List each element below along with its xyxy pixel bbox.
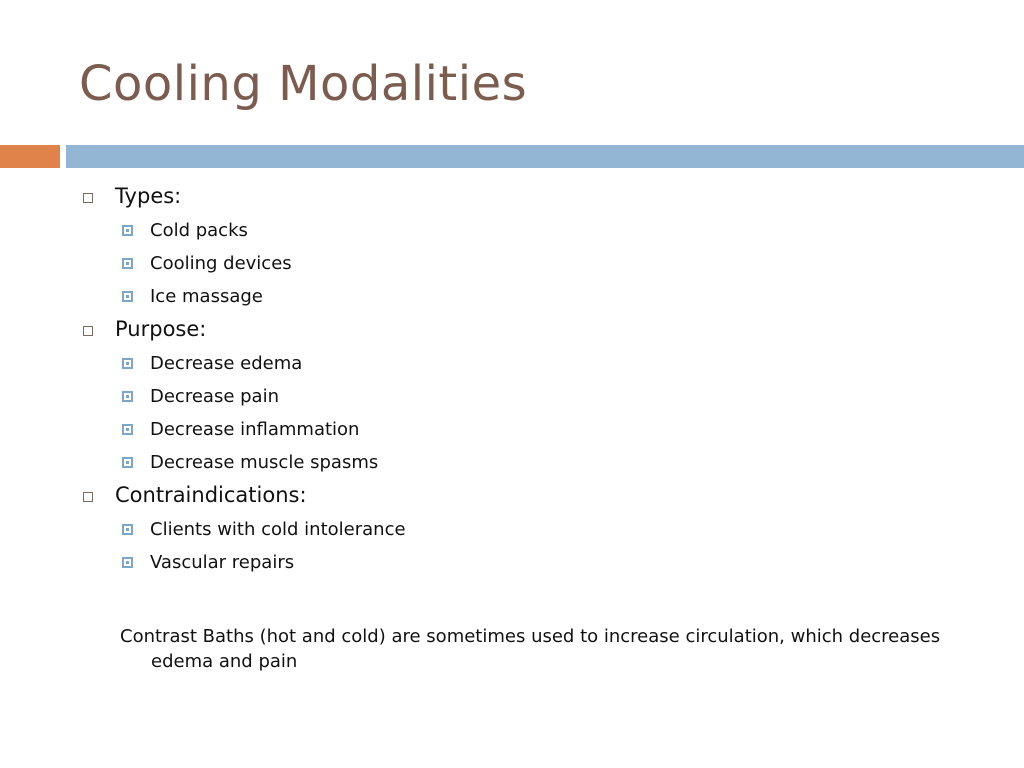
slide-body — [80, 180, 980, 579]
list-item — [80, 546, 980, 579]
heading-text: Purpose: — [115, 317, 207, 341]
section-heading-purpose — [80, 313, 980, 347]
square-bullet-icon — [122, 225, 133, 236]
list-item-text: Cold packs — [150, 220, 248, 241]
list-item-text: Decrease inflammation — [150, 419, 360, 440]
square-bullet-icon — [122, 524, 133, 535]
heading-text: Types: — [115, 184, 182, 208]
hollow-square-bullet-icon — [83, 492, 93, 502]
list-item — [80, 247, 980, 280]
list-item — [80, 280, 980, 313]
heading-text: Contraindications: — [115, 483, 307, 507]
square-bullet-icon — [122, 391, 133, 402]
hollow-square-bullet-icon — [83, 326, 93, 336]
list-item-text: Vascular repairs — [150, 552, 295, 573]
square-bullet-icon — [122, 424, 133, 435]
square-bullet-icon — [122, 557, 133, 568]
list-item — [80, 413, 980, 446]
list-item-text: Ice massage — [150, 286, 263, 307]
contrast-baths-note: Contrast Baths (hot and cold) are sometimes used to increase circulation, which decreases edema and pain — [120, 626, 941, 672]
square-bullet-icon — [122, 291, 133, 302]
list-item-text: Decrease pain — [150, 386, 279, 407]
list-item — [80, 513, 980, 546]
list-item-text: Decrease edema — [150, 353, 303, 374]
section-heading-types — [80, 180, 980, 214]
list-item — [80, 446, 980, 479]
slide-title: Cooling Modalities — [79, 56, 528, 112]
accent-bar-blue — [66, 145, 1024, 168]
square-bullet-icon — [122, 258, 133, 269]
list-item — [80, 214, 980, 247]
list-item — [80, 347, 980, 380]
square-bullet-icon — [122, 457, 133, 468]
list-item — [80, 380, 980, 413]
list-item-text: Decrease muscle spasms — [150, 452, 379, 473]
accent-bar-orange — [0, 145, 60, 168]
hollow-square-bullet-icon — [83, 193, 93, 203]
section-heading-contraindications — [80, 479, 980, 513]
list-item-text: Clients with cold intolerance — [150, 519, 406, 540]
square-bullet-icon — [122, 358, 133, 369]
list-item-text: Cooling devices — [150, 253, 292, 274]
